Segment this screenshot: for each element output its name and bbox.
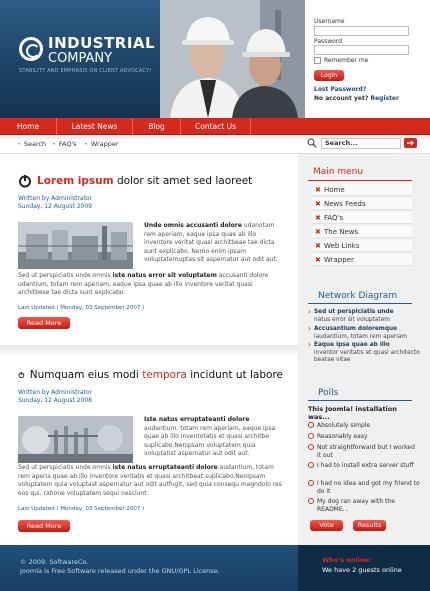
network-item-text: natus error sit voluptatem [314, 316, 390, 323]
brand-panel [0, 0, 160, 118]
article-intro-lead: Iste natus erruptateanti dolore [144, 416, 250, 423]
article-meta [18, 195, 283, 211]
radio-button[interactable] [308, 444, 314, 450]
menu-item-faqs[interactable] [312, 212, 412, 224]
poll-option-label: Reasonably easy [317, 433, 368, 440]
x-bullet-icon: ✖ [315, 200, 321, 208]
article-meta [18, 389, 283, 405]
subnav-search-label: Search [23, 140, 47, 148]
poll-option-label: I had to install extra server stuff [317, 462, 414, 469]
results-button[interactable]: Results [353, 520, 386, 531]
whos-online-title: Who's online: [322, 556, 372, 564]
article-intro-text: udanotam rem aperiam, eaque ipsa quae ab illo inventore veritat quasi architbeae tae dicta sunt explicabo. Nemo enim ipsam voluptatemuptas sit aspernatur aut odit aut. [144, 222, 278, 263]
nav-latest-news[interactable]: Latest News [57, 118, 133, 135]
radio-button[interactable] [308, 433, 314, 439]
menu-item-label: The News [324, 228, 359, 236]
poll-option-label: I had no idea and got my friend to do it [317, 480, 420, 495]
bullet-icon: • [17, 140, 21, 148]
article-body-start: Sed ut perspiciatis unde omnis [18, 272, 111, 279]
network-item-title: Eaque ipsa quae ab illo [314, 342, 390, 348]
password-input[interactable] [314, 45, 409, 55]
article-updated: Last Updated ( Monday, 03 September 2007 ) [18, 305, 145, 311]
polls-title: Polls [318, 388, 339, 398]
main-menu-title: Main menu [313, 167, 364, 177]
network-item[interactable] [308, 342, 420, 365]
menu-item-label: Wrapper [324, 256, 354, 264]
search-icon [307, 138, 317, 148]
article-title-text: incidunt ut labore [190, 369, 283, 381]
network-item-text: inventor veritatis et quasi architecto beatae vitae [314, 349, 420, 363]
logo-icon [19, 37, 43, 61]
header [0, 0, 430, 118]
read-more-button[interactable]: Read More [18, 317, 70, 329]
article-title[interactable] [37, 175, 252, 187]
menu-item-the-news[interactable] [312, 226, 412, 238]
article-intro-text: audantium, totam rem aperiam, eaque ipsa quae ab illo inventotatis et quasi architbe suplicabo.Nenipsam voluptatem quia voluptatist aspernatur aut odit aut. [144, 424, 276, 457]
subnav-wrapper[interactable] [84, 140, 119, 148]
copyright-text: © 2009. SoftwareCo. [20, 558, 89, 566]
article-date: Sunday, 12 August 2008 [18, 397, 92, 404]
read-more-button[interactable]: Read More [18, 520, 70, 532]
article [18, 174, 283, 339]
x-bullet-icon: ✖ [315, 214, 321, 222]
article-title-highlight: Lorem ipsum [37, 175, 114, 187]
article-body-bold: iste natus error sit voluptatem [112, 272, 217, 279]
search-button[interactable] [404, 138, 417, 148]
whos-online [298, 545, 430, 591]
menu-item-wrapper[interactable] [312, 254, 412, 266]
password-label: Password [314, 38, 343, 45]
poll-option-label: Not straightforward but I worked it out [317, 444, 415, 459]
network-rule [308, 303, 412, 304]
radio-button[interactable] [308, 422, 314, 428]
brand-title: INDUSTRIAL [48, 34, 156, 52]
article-header [18, 368, 283, 382]
article-body-end: audantium, totam rem aperia quae ab illo inventore veritatis et quasi architbeat suplicabo.Nenipsam voluptatem quia voluptast aspernatur aut odit autfugit, sed quia consequ magndolo res eos qui. ratione voluptatem sequi nesciunt. [18, 464, 282, 497]
x-bullet-icon: ✖ [315, 228, 321, 236]
poll-option-label: My dog ran away with the README... [317, 498, 395, 513]
article-body-end: accusanti dolore udantium, totam rem aperiam, eaque ipsa quae ab illo inventore veritat quasi architbese tae dicta sunt explicabo. [18, 272, 269, 296]
header-photo [160, 0, 305, 118]
article-author: Written by Administrator [18, 195, 93, 202]
menu-item-label: News Feeds [324, 200, 366, 208]
remember-checkbox[interactable] [314, 57, 321, 64]
article-title-text: Numquam eius modi [29, 369, 139, 381]
article [18, 368, 283, 538]
username-input[interactable] [314, 26, 409, 36]
menu-item-label: Home [324, 186, 345, 194]
polls-rule [308, 400, 412, 401]
poll-question: This Joomla! installation was... [308, 405, 397, 421]
radio-button[interactable] [308, 480, 314, 486]
industrial-pipes-image [18, 416, 133, 463]
network-item-text: laudantium, totam rem aperiam [314, 333, 408, 340]
poll-option[interactable] [308, 422, 420, 430]
menu-item-label: Web Links [324, 242, 360, 250]
main-nav [0, 118, 430, 135]
article-intro [144, 222, 283, 265]
nav-contact-us[interactable]: Contact Us [181, 118, 251, 135]
article-body [18, 272, 283, 298]
bullet-icon: • [52, 140, 56, 148]
article-title[interactable] [30, 369, 283, 381]
footer-copyright [20, 558, 220, 575]
subnav-faqs-label: FAQ's [58, 140, 77, 148]
subnav-search[interactable] [17, 140, 46, 148]
article-image [18, 416, 133, 463]
article-header [18, 174, 283, 188]
refinery-image [18, 222, 133, 269]
article-body-start: Sed ut perspiciatis unde omnis [18, 464, 111, 471]
vote-button[interactable]: Vote [310, 520, 343, 531]
no-account-line [314, 95, 399, 102]
radio-button[interactable] [308, 498, 314, 504]
login-panel [305, 0, 430, 118]
poll-option[interactable] [308, 462, 420, 470]
main-menu-rule [308, 180, 412, 181]
power-icon [18, 174, 32, 188]
search-bar [305, 136, 430, 150]
license-text: Joomla is Free Software released under the GNU/GPL License. [20, 566, 220, 575]
arrow-right-icon [404, 138, 417, 148]
menu-item-web-links[interactable] [312, 240, 412, 252]
article-intro [144, 416, 283, 459]
article-title-text: dolor sit amet sed laoreet [116, 175, 253, 187]
article-separator [0, 345, 298, 357]
article-image [18, 222, 133, 269]
radio-button[interactable] [308, 462, 314, 468]
search-input[interactable]: Search... [321, 138, 401, 149]
article-title-highlight: tempora [142, 369, 187, 381]
nav-blog[interactable]: Blog [133, 118, 181, 135]
article-date: Sunday, 12 August 2009 [18, 203, 92, 210]
article-intro-lead: Unde omnis accusanti dolore [144, 222, 242, 229]
workers-image [160, 0, 305, 118]
poll-option[interactable] [308, 480, 420, 495]
network-item[interactable] [308, 326, 420, 341]
login-button[interactable]: Login [314, 70, 344, 81]
network-item[interactable] [308, 309, 420, 324]
x-bullet-icon: ✖ [315, 256, 321, 264]
article-body [18, 464, 283, 498]
remember-label: Remember me [324, 57, 369, 64]
brand-subtitle: COMPANY [48, 51, 113, 66]
username-label: Username [314, 18, 345, 25]
poll-option[interactable] [308, 433, 420, 441]
subnav-wrapper-label: Wrapper [90, 140, 119, 148]
subnav-faqs[interactable] [52, 140, 77, 148]
whos-online-text: We have 2 guests online [322, 566, 402, 574]
poll-option[interactable] [308, 444, 420, 459]
nav-home[interactable]: Home [0, 118, 57, 135]
network-title: Network Diagram [318, 291, 398, 301]
remember-me [314, 57, 368, 64]
network-item-title: Sed ut perspiciatis unde [314, 309, 394, 315]
x-bullet-icon: ✖ [315, 242, 321, 250]
footer [0, 545, 430, 591]
menu-item-news-feeds[interactable] [312, 198, 412, 210]
sidebar [298, 154, 430, 545]
article-body-bold: iste natus erruptateanti dolore [112, 464, 218, 471]
brand-slogan: STABILITY AND EMPHASIS ON CLIENT ADVOCACY! [19, 68, 152, 74]
article-author: Written by Administrator [18, 389, 93, 396]
no-account-text: No account yet? [314, 95, 369, 102]
power-icon [18, 368, 25, 382]
menu-item-home[interactable] [312, 184, 412, 196]
menu-item-label: FAQ's [324, 214, 344, 222]
lost-password-link[interactable]: Lost Password? [314, 86, 367, 93]
register-link[interactable]: Register [370, 95, 399, 102]
network-item-title: Accusantium doloremque [314, 326, 398, 332]
bullet-icon: • [84, 140, 88, 148]
poll-option-label: Absolutely simple [317, 422, 371, 429]
poll-option[interactable] [308, 498, 420, 513]
x-bullet-icon: ✖ [315, 186, 321, 194]
article-updated: Last Updated ( Monday, 03 September 2007 ) [18, 506, 145, 512]
